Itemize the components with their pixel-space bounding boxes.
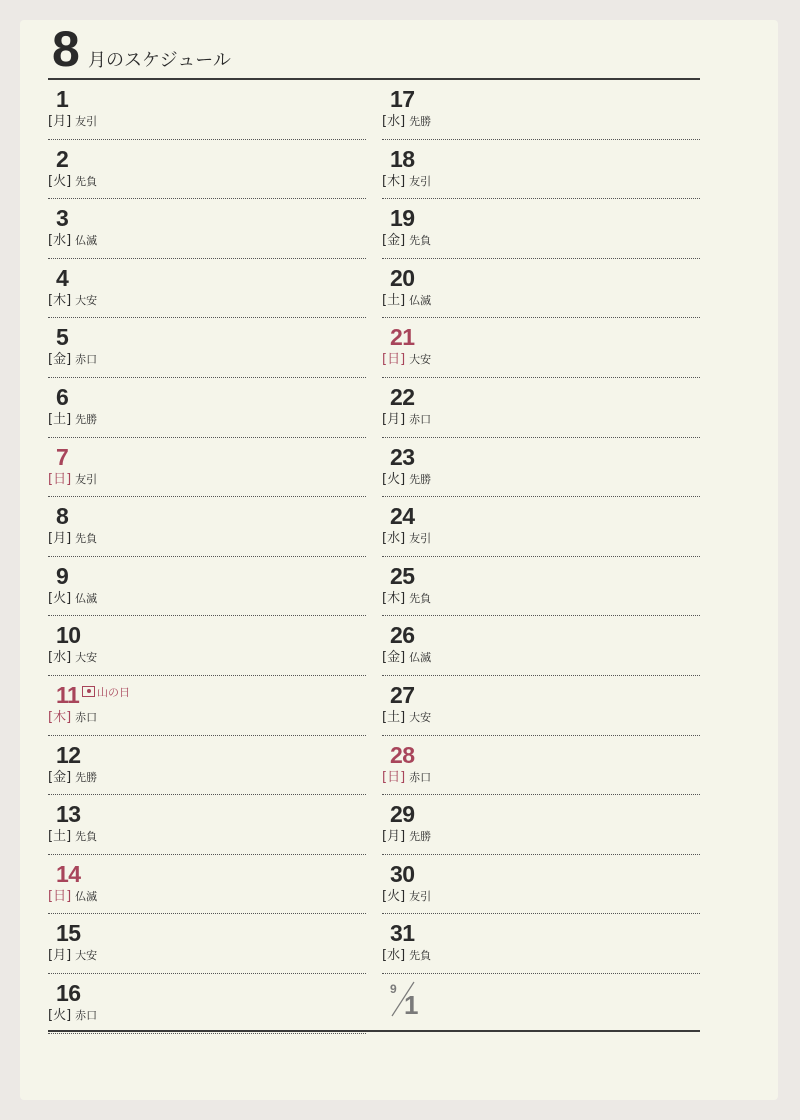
rokuyo-label: 仏滅 (75, 591, 98, 605)
day-row[interactable] (382, 438, 700, 498)
weekday-label: [火] (48, 590, 72, 606)
day-row[interactable] (382, 318, 700, 378)
rokuyo-label: 先負 (75, 830, 98, 844)
day-row[interactable] (382, 736, 700, 796)
day-info (382, 530, 431, 547)
day-row[interactable] (382, 80, 700, 140)
weekday-label: [土] (48, 411, 72, 427)
day-number: 17 (390, 86, 415, 112)
day-row[interactable] (382, 557, 700, 617)
weekday-label: [木] (48, 292, 72, 308)
day-info (382, 292, 431, 309)
next-month-day: 1 (404, 989, 419, 1020)
day-info (48, 351, 97, 368)
weekday-label: [日] (48, 888, 72, 904)
day-number: 12 (56, 741, 81, 768)
rokuyo-label: 赤口 (409, 770, 432, 784)
day-number: 26 (390, 622, 415, 649)
weekday-label: [火] (382, 888, 406, 904)
day-info (48, 411, 97, 428)
right-day-column (382, 80, 700, 1034)
weekday-label: [土] (48, 829, 72, 845)
rokuyo-label: 仏滅 (409, 651, 432, 665)
rokuyo-label: 友引 (409, 889, 432, 903)
day-number: 8 (56, 503, 69, 530)
day-info (382, 888, 431, 905)
day-number: 24 (390, 503, 415, 530)
day-number: 4 (56, 264, 69, 291)
rokuyo-label: 友引 (75, 115, 98, 128)
day-info (48, 471, 97, 488)
rokuyo-label: 先負 (409, 949, 432, 963)
holiday-label (82, 686, 130, 700)
day-number: 21 (390, 324, 415, 351)
day-row[interactable] (48, 855, 366, 915)
day-row[interactable] (48, 676, 366, 736)
day-row[interactable] (382, 855, 700, 915)
day-row[interactable] (382, 199, 700, 259)
day-number: 23 (390, 443, 415, 470)
day-info (48, 232, 97, 249)
day-info (382, 351, 431, 368)
day-row[interactable] (48, 557, 366, 617)
day-row[interactable] (48, 736, 366, 796)
day-number: 6 (56, 383, 69, 410)
day-number: 10 (56, 622, 81, 649)
day-row[interactable] (48, 318, 366, 378)
weekday-label: [月] (382, 411, 406, 427)
day-info (48, 649, 97, 666)
day-row[interactable] (48, 438, 366, 498)
day-info (382, 709, 431, 726)
day-number: 15 (56, 920, 81, 947)
left-day-column (48, 80, 366, 1034)
day-info (382, 947, 431, 964)
weekday-label: [木] (382, 590, 406, 606)
day-info (382, 232, 431, 249)
weekday-label: [土] (382, 709, 406, 725)
day-number: 14 (56, 860, 81, 887)
day-info (382, 828, 431, 845)
weekday-label: [日] (48, 471, 72, 487)
day-number: 3 (56, 205, 69, 232)
day-number: 30 (390, 860, 415, 887)
national-holiday-flag-icon (82, 686, 95, 697)
weekday-label: [金] (382, 650, 406, 666)
day-info (48, 530, 97, 547)
day-info (48, 173, 97, 190)
day-info (48, 292, 97, 309)
day-row[interactable] (48, 914, 366, 974)
rokuyo-label: 赤口 (75, 710, 98, 724)
rokuyo-label: 大安 (75, 949, 98, 963)
day-number: 25 (390, 562, 415, 589)
day-row[interactable] (48, 497, 366, 557)
day-number: 1 (56, 86, 69, 112)
weekday-label: [水] (382, 948, 406, 964)
rokuyo-label: 赤口 (75, 353, 98, 367)
day-row[interactable] (48, 378, 366, 438)
day-number: 19 (390, 205, 415, 232)
weekday-label: [土] (382, 292, 406, 308)
weekday-label: [金] (48, 352, 72, 368)
page-header (48, 22, 700, 80)
day-row[interactable] (382, 140, 700, 200)
day-info (382, 590, 431, 607)
weekday-label: [月] (382, 829, 406, 845)
weekday-label: [水] (382, 531, 406, 547)
rokuyo-label: 先負 (75, 532, 98, 546)
rokuyo-label: 先勝 (75, 412, 98, 426)
weekday-label: [金] (48, 769, 72, 785)
weekday-label: [日] (382, 352, 406, 368)
day-info (382, 769, 431, 786)
day-number: 16 (56, 979, 81, 1006)
rokuyo-label: 仏滅 (75, 889, 98, 903)
day-row[interactable] (48, 795, 366, 855)
next-month-row[interactable] (382, 974, 700, 1034)
month-number: 8 (52, 21, 79, 77)
bottom-rule (48, 1030, 700, 1032)
day-row[interactable] (48, 259, 366, 319)
day-number: 11 (56, 681, 80, 708)
day-row[interactable] (382, 497, 700, 557)
day-row[interactable] (48, 80, 366, 140)
weekday-label: [水] (48, 650, 72, 666)
day-number: 5 (56, 324, 69, 351)
day-row[interactable] (48, 199, 366, 259)
day-info (382, 113, 431, 130)
rokuyo-label: 赤口 (409, 412, 432, 426)
day-row[interactable] (48, 974, 366, 1034)
page-title: 月のスケジュール (88, 50, 231, 71)
day-info (48, 113, 97, 130)
weekday-label: [水] (382, 114, 406, 129)
weekday-label: [月] (48, 114, 72, 129)
day-info (48, 828, 97, 845)
weekday-label: [木] (382, 173, 406, 189)
day-row[interactable] (48, 616, 366, 676)
day-number: 22 (390, 383, 415, 410)
day-row[interactable] (382, 616, 700, 676)
rokuyo-label: 友引 (409, 532, 432, 546)
rokuyo-label: 友引 (75, 472, 98, 486)
weekday-label: [月] (48, 531, 72, 547)
day-number: 29 (390, 801, 415, 828)
weekday-label: [木] (48, 709, 72, 725)
day-info (48, 888, 97, 905)
day-number: 27 (390, 681, 415, 708)
rokuyo-label: 大安 (75, 293, 98, 307)
rokuyo-label: 仏滅 (75, 234, 98, 248)
weekday-label: [月] (48, 948, 72, 964)
day-number: 20 (390, 264, 415, 291)
day-number: 31 (390, 920, 415, 947)
day-number: 28 (390, 741, 415, 768)
rokuyo-label: 先勝 (409, 472, 432, 486)
day-info (48, 590, 97, 607)
weekday-label: [金] (382, 233, 406, 249)
next-month-number: 9 (390, 981, 397, 996)
rokuyo-label: 友引 (409, 174, 432, 188)
rokuyo-label: 先勝 (409, 115, 432, 128)
day-info (48, 947, 97, 964)
weekday-label: [日] (382, 769, 406, 785)
rokuyo-label: 先勝 (75, 770, 98, 784)
weekday-label: [水] (48, 233, 72, 249)
day-row[interactable] (382, 676, 700, 736)
weekday-label: [火] (382, 471, 406, 487)
rokuyo-label: 先負 (75, 174, 98, 188)
day-info (382, 471, 431, 488)
rokuyo-label: 大安 (75, 651, 98, 665)
rokuyo-label: 仏滅 (409, 293, 432, 307)
rokuyo-label: 大安 (409, 353, 432, 367)
day-number: 7 (56, 443, 69, 470)
day-info (382, 173, 431, 190)
day-info (382, 649, 431, 666)
day-info (48, 1007, 97, 1024)
rokuyo-label: 先負 (409, 591, 432, 605)
rokuyo-label: 先負 (409, 234, 432, 248)
day-number: 9 (56, 562, 69, 589)
weekday-label: [火] (48, 173, 72, 189)
rokuyo-label: 先勝 (409, 830, 432, 844)
day-row[interactable] (382, 795, 700, 855)
day-info (48, 709, 97, 726)
next-month-date (386, 980, 426, 1020)
rokuyo-label: 大安 (409, 710, 432, 724)
day-row[interactable] (48, 140, 366, 200)
day-row[interactable] (382, 378, 700, 438)
day-number: 2 (56, 145, 69, 172)
day-number: 18 (390, 145, 415, 172)
day-row[interactable] (382, 259, 700, 319)
day-info (382, 411, 431, 428)
day-row[interactable] (382, 914, 700, 974)
holiday-name: 山の日 (97, 685, 130, 699)
day-number: 13 (56, 801, 81, 828)
day-info (48, 769, 97, 786)
weekday-label: [火] (48, 1007, 72, 1023)
rokuyo-label: 赤口 (75, 1008, 98, 1022)
